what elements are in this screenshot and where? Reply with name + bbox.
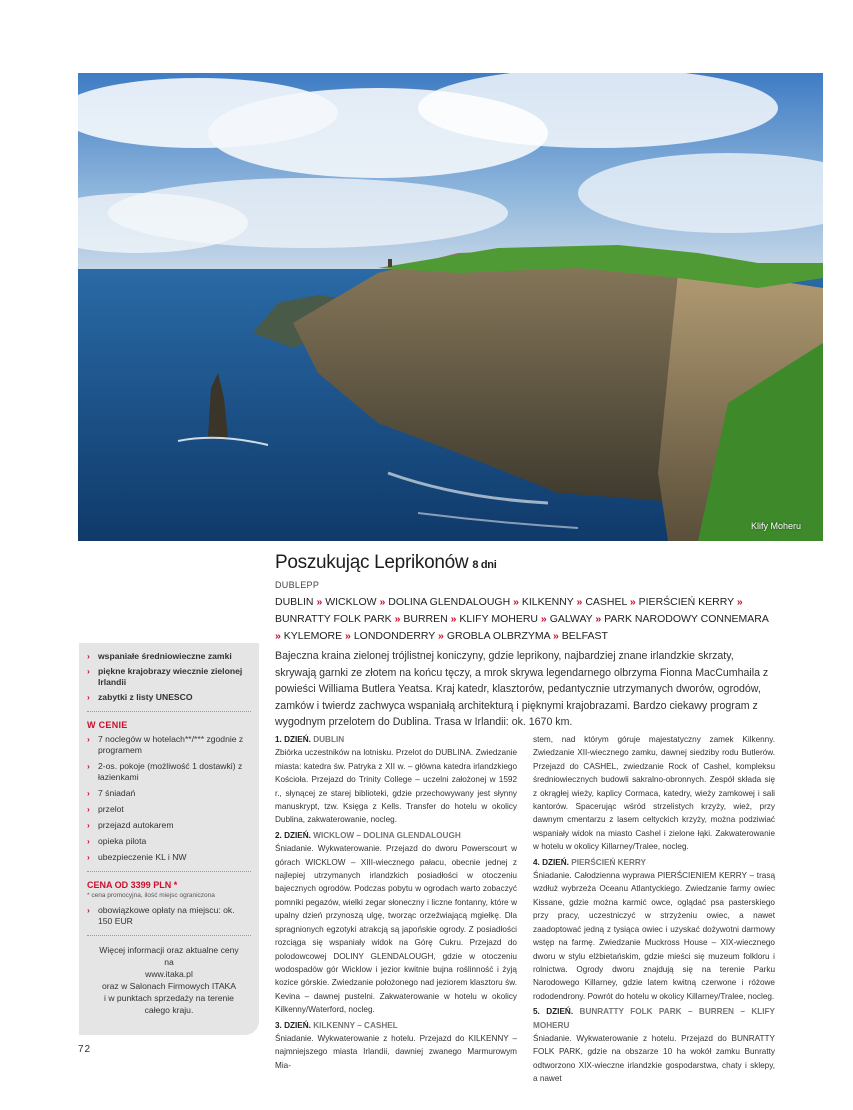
day-heading [275, 733, 517, 746]
route-stop: GALWAY [549, 613, 593, 625]
day-text: Zbiórka uczestników na lotnisku. Przelot do DUBLINA. Zwiedzanie miasta: katedra św. Patryka z XII w. – główna katedra irlandzkiego Kościoła. Przejazd do Trinity College – uczelni założonej w 1592 r., słynącej ze starej biblioteki, gdzie przechowywany jest słynny manuskrypt, tzw. Księga z Kells. Transfer do hotelu w okolicy Dublina, zakwaterowanie, nocleg. [275, 748, 517, 825]
extra-fees [87, 905, 251, 927]
route-stop: KLIFY MOHERU [459, 613, 538, 625]
route-separator: » [595, 613, 602, 625]
day-title: KILKENNY – CASHEL [313, 1020, 398, 1030]
day-block [533, 733, 775, 854]
in-price-list [87, 734, 251, 863]
chevron-right-icon: › [87, 788, 90, 798]
route-stop: GROBLA OLBRZYMA [446, 630, 551, 642]
program-column-right [533, 733, 775, 1088]
tour-title-text: Poszukując Leprikonów [275, 552, 469, 573]
route-stop: CASHEL [585, 596, 627, 608]
divider [87, 871, 251, 872]
intro-paragraph: Bajeczna kraina zielonej trójlistnej koniczyny, gdzie leprikony, najbardziej znane irlandzkie skrzaty, skrywają garnki ze złotem na końcu tęczy, a mrok skrywa legendarnego olbrzyma Fionna MacCumhaila z powieści Williama Butlera Yeatsa. Kraj katedr, klasztorów, pedantycznie utrzymanych dworów, ogrodów, zamków i twierdz zachwyca wspaniałą architekturą i pięknymi krajobrazami. Bardzo ciekawy program z wygodnym przelotem do Dublina. Trasa w Irlandii: ok. 1670 km. [275, 650, 769, 728]
list-item [87, 761, 251, 783]
route-stop: BELFAST [561, 630, 608, 642]
divider [87, 935, 251, 936]
route-separator: » [275, 630, 281, 642]
day-text: Śniadanie. Całodzienna wyprawa PIERŚCIENIEM KERRY – trasą wzdłuż wybrzeża Oceanu Atlantyckiego. Zwiedzanie farmy owiec Kissane, gdzie można karmić owce, oglądać psa pasterskiego przy pracy, uczestniczyć w strzyżeniu owiec, a nawet zaadoptować jedną z tysiąca owiec i uzyskać dożywotni darmowy wstęp na farmę. Zwiedzanie Muckross House – XIX-wiecznego dworu w stylu elżbietańskim, gdzie mieści się muzeum folkloru i rolnictwa. Ogrody dworu znajdują się na terenie Parku Narodowego Killarney, gdzie latem kwitną czerwone i różowe rododendrony. Powrót do hotelu w okolicy Killarney/Tralee, nocleg. [533, 871, 775, 1001]
chevron-right-icon: › [87, 651, 90, 661]
route-stop: DUBLIN [275, 596, 314, 608]
chevron-right-icon: › [87, 905, 90, 915]
list-item-text: zabytki z listy UNESCO [98, 692, 193, 702]
day-title: BUNRATTY FOLK PARK – BURREN – KLIFY MOHERU [533, 1007, 775, 1030]
route-separator: » [316, 596, 323, 608]
day-block [275, 829, 517, 1017]
day-text: stem, nad którym góruje majestatyczny zamek Kilkenny. Zwiedzanie XII-wiecznego zamku, dawnej siedziby rodu Butlerów. Przejazd do CASHEL, zwiedzanie Rock of Cashel, kompleksu średniowiecznych budowli sakralno-obronnych. Zespół składa się z okrągłej wieży, kaplicy Cormaca, katedry, wieży zamkowej i sali kantorów. Spacerując wśród strzelistych krzyży, wież, przy dawnym cmentarzu z lasem celtyckich krzyży, można podziwiać wspaniały widok na miasto Cashel i zielone łąki. Zakwaterowanie w hotelu w okolicy Killarney/Tralee, nocleg. [533, 735, 775, 852]
list-item [87, 734, 251, 756]
list-item [87, 804, 251, 815]
route-stop: BUNRATTY FOLK PARK [275, 613, 392, 625]
route-stop: BURREN [403, 613, 448, 625]
list-item-text: piękne krajobrazy wiecznie zielonej Irlandii [98, 666, 243, 687]
chevron-right-icon: › [87, 804, 90, 814]
chevron-right-icon: › [87, 836, 90, 846]
route-stop: KYLEMORE [283, 630, 343, 642]
day-number: 2. DZIEŃ. [275, 830, 311, 840]
info-line: oraz w Salonach Firmowych ITAKA [101, 981, 237, 991]
hero-photo [78, 73, 823, 541]
route-stop: LONDONDERRY [353, 630, 436, 642]
day-number: 4. DZIEŃ. [533, 857, 569, 867]
title-block [275, 552, 775, 645]
list-item-text: 7 noclegów w hotelach**/*** zgodnie z programem [98, 734, 244, 755]
route-separator: » [438, 630, 444, 642]
info-line: i w punktach sprzedaży na terenie [104, 993, 234, 1003]
list-item [87, 666, 251, 688]
day-heading [275, 1019, 517, 1032]
chevron-right-icon: › [87, 666, 90, 676]
photo-caption: Klify Moheru [750, 521, 801, 531]
route-separator: » [394, 613, 401, 625]
tour-duration: 8 dni [472, 559, 497, 571]
divider [87, 711, 251, 712]
day-heading [533, 1005, 775, 1032]
route-separator: » [736, 596, 743, 608]
list-item [87, 820, 251, 831]
day-heading [533, 856, 775, 869]
day-block [533, 1005, 775, 1085]
route-list [275, 594, 775, 645]
day-title: DUBLIN [313, 735, 345, 744]
day-text: Śniadanie. Wykwaterowanie. Przejazd do dworu Powerscourt w górach WICKLOW – XIII-wiecznego pałacu, obecnie jednej z najlepiej utrzymanych irlandzkich posiadłości w otoczeniu bajecznych ogrodów. Podczas pobytu w ogrodach warto zobaczyć pomniki pegazów, wielki zegar słoneczny i liczne fontanny, które w upalny dzień przynoszą ulgę, tworząc orzeźwiającą mgiełkę. Dla spragnionych egzotyki atrakcją są japońskie ogrody. Z posiadłości rozciąga się wspaniały widok na Górę Cukru. Przejazd do polodowcowej DOLINY GLENDALOUGH, gdzie w otoczeniu wodospadów gór Wicklow i jezior kwitnie bujna roślinność i żyją kozice górskie. Zwiedzanie położonego nad jeziorem klasztoru św. Kevina – dawnej pustelni. Zakwaterowanie w hotelu w okolicy Kilkenny/Waterford, nocleg. [275, 844, 517, 1015]
highlights-list [87, 651, 251, 703]
list-item [87, 651, 251, 662]
route-stop: WICKLOW [325, 596, 377, 608]
in-price-heading: W CENIE [87, 720, 128, 730]
route-separator: » [553, 630, 559, 642]
day-title: WICKLOW – DOLINA GLENDALOUGH [313, 830, 461, 840]
list-item [87, 836, 251, 847]
list-item-text: ubezpieczenie KL i NW [98, 852, 187, 862]
price-note: * cena promocyjna, ilość miejsc ograniczona [87, 892, 215, 899]
route-separator: » [345, 630, 351, 642]
list-item-text: 7 śniadań [98, 788, 136, 798]
day-heading [275, 829, 517, 842]
info-line: całego kraju. [144, 1005, 194, 1015]
info-line: www.itaka.pl [145, 969, 193, 979]
extra-fees-text: obowiązkowe opłaty na miejscu: ok. 150 EUR [98, 905, 235, 926]
chevron-right-icon: › [87, 761, 90, 771]
day-block [275, 733, 517, 827]
page-number: 72 [78, 1044, 92, 1055]
chevron-right-icon: › [87, 734, 90, 744]
list-item [87, 852, 251, 863]
chevron-right-icon: › [87, 852, 90, 862]
route-separator: » [379, 596, 386, 608]
route-stop: KILKENNY [521, 596, 574, 608]
route-separator: » [513, 596, 519, 608]
list-item [87, 692, 251, 703]
info-sidebar [79, 643, 259, 1035]
list-item-text: przelot [98, 804, 124, 814]
route-stop: DOLINA GLENDALOUGH [388, 596, 511, 608]
route-separator: » [450, 613, 457, 625]
day-block [533, 856, 775, 1003]
day-title: PIERŚCIEŃ KERRY [571, 857, 646, 867]
more-info [87, 944, 251, 1016]
day-block [275, 1019, 517, 1073]
list-item-text: 2-os. pokoje (możliwość 1 dostawki) z łazienkami [98, 761, 243, 782]
info-line: Więcej informacji oraz aktualne ceny na [99, 945, 239, 967]
tour-title [275, 552, 775, 574]
day-number: 1. DZIEŃ. [275, 735, 311, 744]
program-column-left [275, 733, 517, 1074]
route-separator: » [629, 596, 636, 608]
list-item-text: wspaniałe średniowieczne zamki [98, 651, 232, 661]
cliffs-of-moher-image [78, 73, 823, 541]
list-item [87, 788, 251, 799]
day-text: Śniadanie. Wykwaterowanie z hotelu. Przejazd do BUNRATTY FOLK PARK, gdzie na obszarze 10 ha wokół zamku Bunratty odtworzono XIX-wieczne irlandzkie gospodarstwa, chaty i sklepy, a nawet [533, 1033, 775, 1084]
route-stop: PIERŚCIEŃ KERRY [638, 596, 734, 608]
list-item-text: przejazd autokarem [98, 820, 174, 830]
chevron-right-icon: › [87, 692, 90, 702]
chevron-right-icon: › [87, 820, 90, 830]
price: CENA OD 3399 PLN * [87, 880, 178, 890]
tour-code: DUBLEPP [275, 580, 320, 590]
day-text: Śniadanie. Wykwaterowanie z hotelu. Przejazd do KILKENNY – najmniejszego miasta Irlandii, dawniej zwanego Marmurowym Mia- [275, 1033, 517, 1070]
day-number: 3. DZIEŃ. [275, 1020, 311, 1030]
day-number: 5. DZIEŃ. [533, 1007, 574, 1017]
route-separator: » [540, 613, 547, 625]
route-separator: » [576, 596, 583, 608]
route-stop: PARK NARODOWY CONNEMARA [604, 613, 769, 625]
list-item-text: opieka pilota [98, 836, 147, 846]
